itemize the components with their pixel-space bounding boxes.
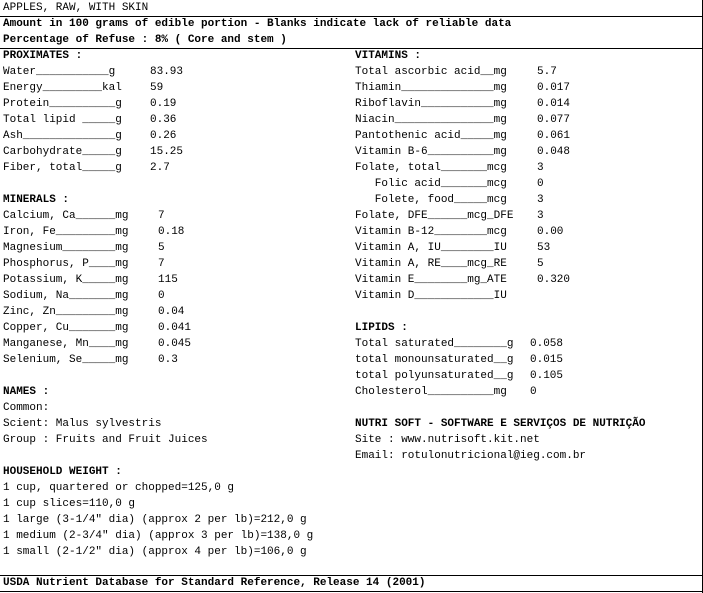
mineral-label: Zinc, Zn_________mg bbox=[3, 306, 129, 318]
vitamin-label: Pantothenic acid_____mg bbox=[355, 130, 507, 142]
proximate-value: 0.19 bbox=[150, 98, 177, 110]
household-heading: HOUSEHOLD WEIGHT : bbox=[3, 466, 122, 478]
vitamin-label: Folete, food_____mcg bbox=[355, 194, 507, 206]
proximate-label: Energy_________kal bbox=[3, 82, 122, 94]
lipid-label: total monounsaturated__g bbox=[355, 354, 514, 366]
mineral-label: Manganese, Mn____mg bbox=[3, 338, 129, 350]
proximate-label: Carbohydrate_____g bbox=[3, 146, 122, 158]
mineral-value: 0.04 bbox=[158, 306, 185, 318]
vitamin-value: 3 bbox=[537, 194, 544, 206]
proximate-label: Total lipid _____g bbox=[3, 114, 122, 126]
proximate-value: 83.93 bbox=[150, 66, 184, 78]
vitamin-value: 0.061 bbox=[537, 130, 571, 142]
vitamin-label: Vitamin A, RE____mcg_RE bbox=[355, 258, 507, 270]
lipid-label: Total saturated________g bbox=[355, 338, 514, 350]
household-measure: 1 large (3-1/4" dia) (approx 2 per lb)=212,0 g bbox=[3, 514, 307, 526]
footer-rule-bottom bbox=[0, 591, 703, 592]
mineral-label: Potassium, K_____mg bbox=[3, 274, 129, 286]
mineral-label: Selenium, Se_____mg bbox=[3, 354, 129, 366]
publisher-email: Email: rotulonutricional@ieg.com.br bbox=[355, 450, 587, 462]
mineral-label: Sodium, Na_______mg bbox=[3, 290, 129, 302]
vitamin-value: 0.048 bbox=[537, 146, 571, 158]
publisher-heading: NUTRI SOFT - SOFTWARE E SERVIÇOS DE NUTRIÇÃO bbox=[355, 418, 646, 430]
vitamin-value: 5 bbox=[537, 258, 544, 270]
vitamin-label: Total ascorbic acid__mg bbox=[355, 66, 507, 78]
mineral-value: 7 bbox=[158, 210, 165, 222]
household-measure: 1 small (2-1/2" dia) (approx 4 per lb)=106,0 g bbox=[3, 546, 307, 558]
proximate-value: 0.26 bbox=[150, 130, 177, 142]
vitamin-label: Vitamin B-12________mcg bbox=[355, 226, 507, 238]
proximate-label: Protein__________g bbox=[3, 98, 122, 110]
vitamin-value: 0.320 bbox=[537, 274, 571, 286]
mineral-label: Magnesium________mg bbox=[3, 242, 129, 254]
names-group: Group : Fruits and Fruit Juices bbox=[3, 434, 208, 446]
mineral-label: Phosphorus, P____mg bbox=[3, 258, 129, 270]
vitamin-label: Vitamin B-6__________mg bbox=[355, 146, 507, 158]
vitamin-value: 5.7 bbox=[537, 66, 557, 78]
lipid-label: total polyunsaturated__g bbox=[355, 370, 514, 382]
names-common: Common: bbox=[3, 402, 50, 414]
vitamin-value: 3 bbox=[537, 210, 544, 222]
vitamin-label: Vitamin D____________IU bbox=[355, 290, 507, 302]
proximates-heading: PROXIMATES : bbox=[3, 50, 83, 62]
mineral-value: 115 bbox=[158, 274, 178, 286]
names-scientific: Scient: Malus sylvestris bbox=[3, 418, 162, 430]
vitamin-label: Thiamin______________mg bbox=[355, 82, 507, 94]
mineral-label: Calcium, Ca______mg bbox=[3, 210, 129, 222]
mineral-value: 0.041 bbox=[158, 322, 192, 334]
lipids-heading: LIPIDS : bbox=[355, 322, 408, 334]
household-measure: 1 cup, quartered or chopped=125,0 g bbox=[3, 482, 235, 494]
names-heading: NAMES : bbox=[3, 386, 50, 398]
mineral-label: Copper, Cu_______mg bbox=[3, 322, 129, 334]
vitamins-heading: VITAMINS : bbox=[355, 50, 422, 62]
household-measure: 1 cup slices=110,0 g bbox=[3, 498, 136, 510]
vitamin-value: 3 bbox=[537, 162, 544, 174]
lipid-value: 0 bbox=[530, 386, 537, 398]
vitamin-label: Folate, total_______mcg bbox=[355, 162, 507, 174]
lipid-value: 0.105 bbox=[530, 370, 564, 382]
vitamin-label: Vitamin A, IU________IU bbox=[355, 242, 507, 254]
header-rule-bottom bbox=[0, 48, 703, 49]
vitamin-value: 53 bbox=[537, 242, 551, 254]
lipid-label: Cholesterol__________mg bbox=[355, 386, 507, 398]
mineral-value: 0.18 bbox=[158, 226, 185, 238]
vitamin-label: Folate, DFE______mcg_DFE bbox=[355, 210, 514, 222]
proximate-value: 59 bbox=[150, 82, 164, 94]
vitamin-value: 0.017 bbox=[537, 82, 571, 94]
proximate-value: 2.7 bbox=[150, 162, 170, 174]
mineral-value: 7 bbox=[158, 258, 165, 270]
vitamin-value: 0 bbox=[537, 178, 544, 190]
mineral-value: 0 bbox=[158, 290, 165, 302]
vitamin-label: Folic acid_______mcg bbox=[355, 178, 507, 190]
vitamin-label: Vitamin E________mg_ATE bbox=[355, 274, 507, 286]
mineral-label: Iron, Fe_________mg bbox=[3, 226, 129, 238]
footer-source: USDA Nutrient Database for Standard Reference, Release 14 (2001) bbox=[3, 577, 426, 589]
proximate-value: 0.36 bbox=[150, 114, 177, 126]
mineral-value: 0.3 bbox=[158, 354, 178, 366]
minerals-heading: MINERALS : bbox=[3, 194, 70, 206]
vitamin-label: Niacin_______________mg bbox=[355, 114, 507, 126]
mineral-value: 5 bbox=[158, 242, 165, 254]
publisher-site: Site : www.nutrisoft.kit.net bbox=[355, 434, 540, 446]
lipid-value: 0.015 bbox=[530, 354, 564, 366]
vitamin-value: 0.014 bbox=[537, 98, 571, 110]
food-title: APPLES, RAW, WITH SKIN bbox=[3, 2, 149, 14]
vitamin-label: Riboflavin___________mg bbox=[355, 98, 507, 110]
proximate-label: Ash______________g bbox=[3, 130, 122, 142]
proximate-value: 15.25 bbox=[150, 146, 184, 158]
lipid-value: 0.058 bbox=[530, 338, 564, 350]
proximate-label: Water___________g bbox=[3, 66, 116, 78]
household-measure: 1 medium (2-3/4" dia) (approx 3 per lb)=138,0 g bbox=[3, 530, 314, 542]
vitamin-value: 0.00 bbox=[537, 226, 564, 238]
amount-note: Amount in 100 grams of edible portion - Blanks indicate lack of reliable data bbox=[3, 18, 512, 30]
proximate-label: Fiber, total_____g bbox=[3, 162, 122, 174]
mineral-value: 0.045 bbox=[158, 338, 192, 350]
vitamin-value: 0.077 bbox=[537, 114, 571, 126]
refuse-note: Percentage of Refuse : 8% ( Core and stem ) bbox=[3, 34, 287, 46]
